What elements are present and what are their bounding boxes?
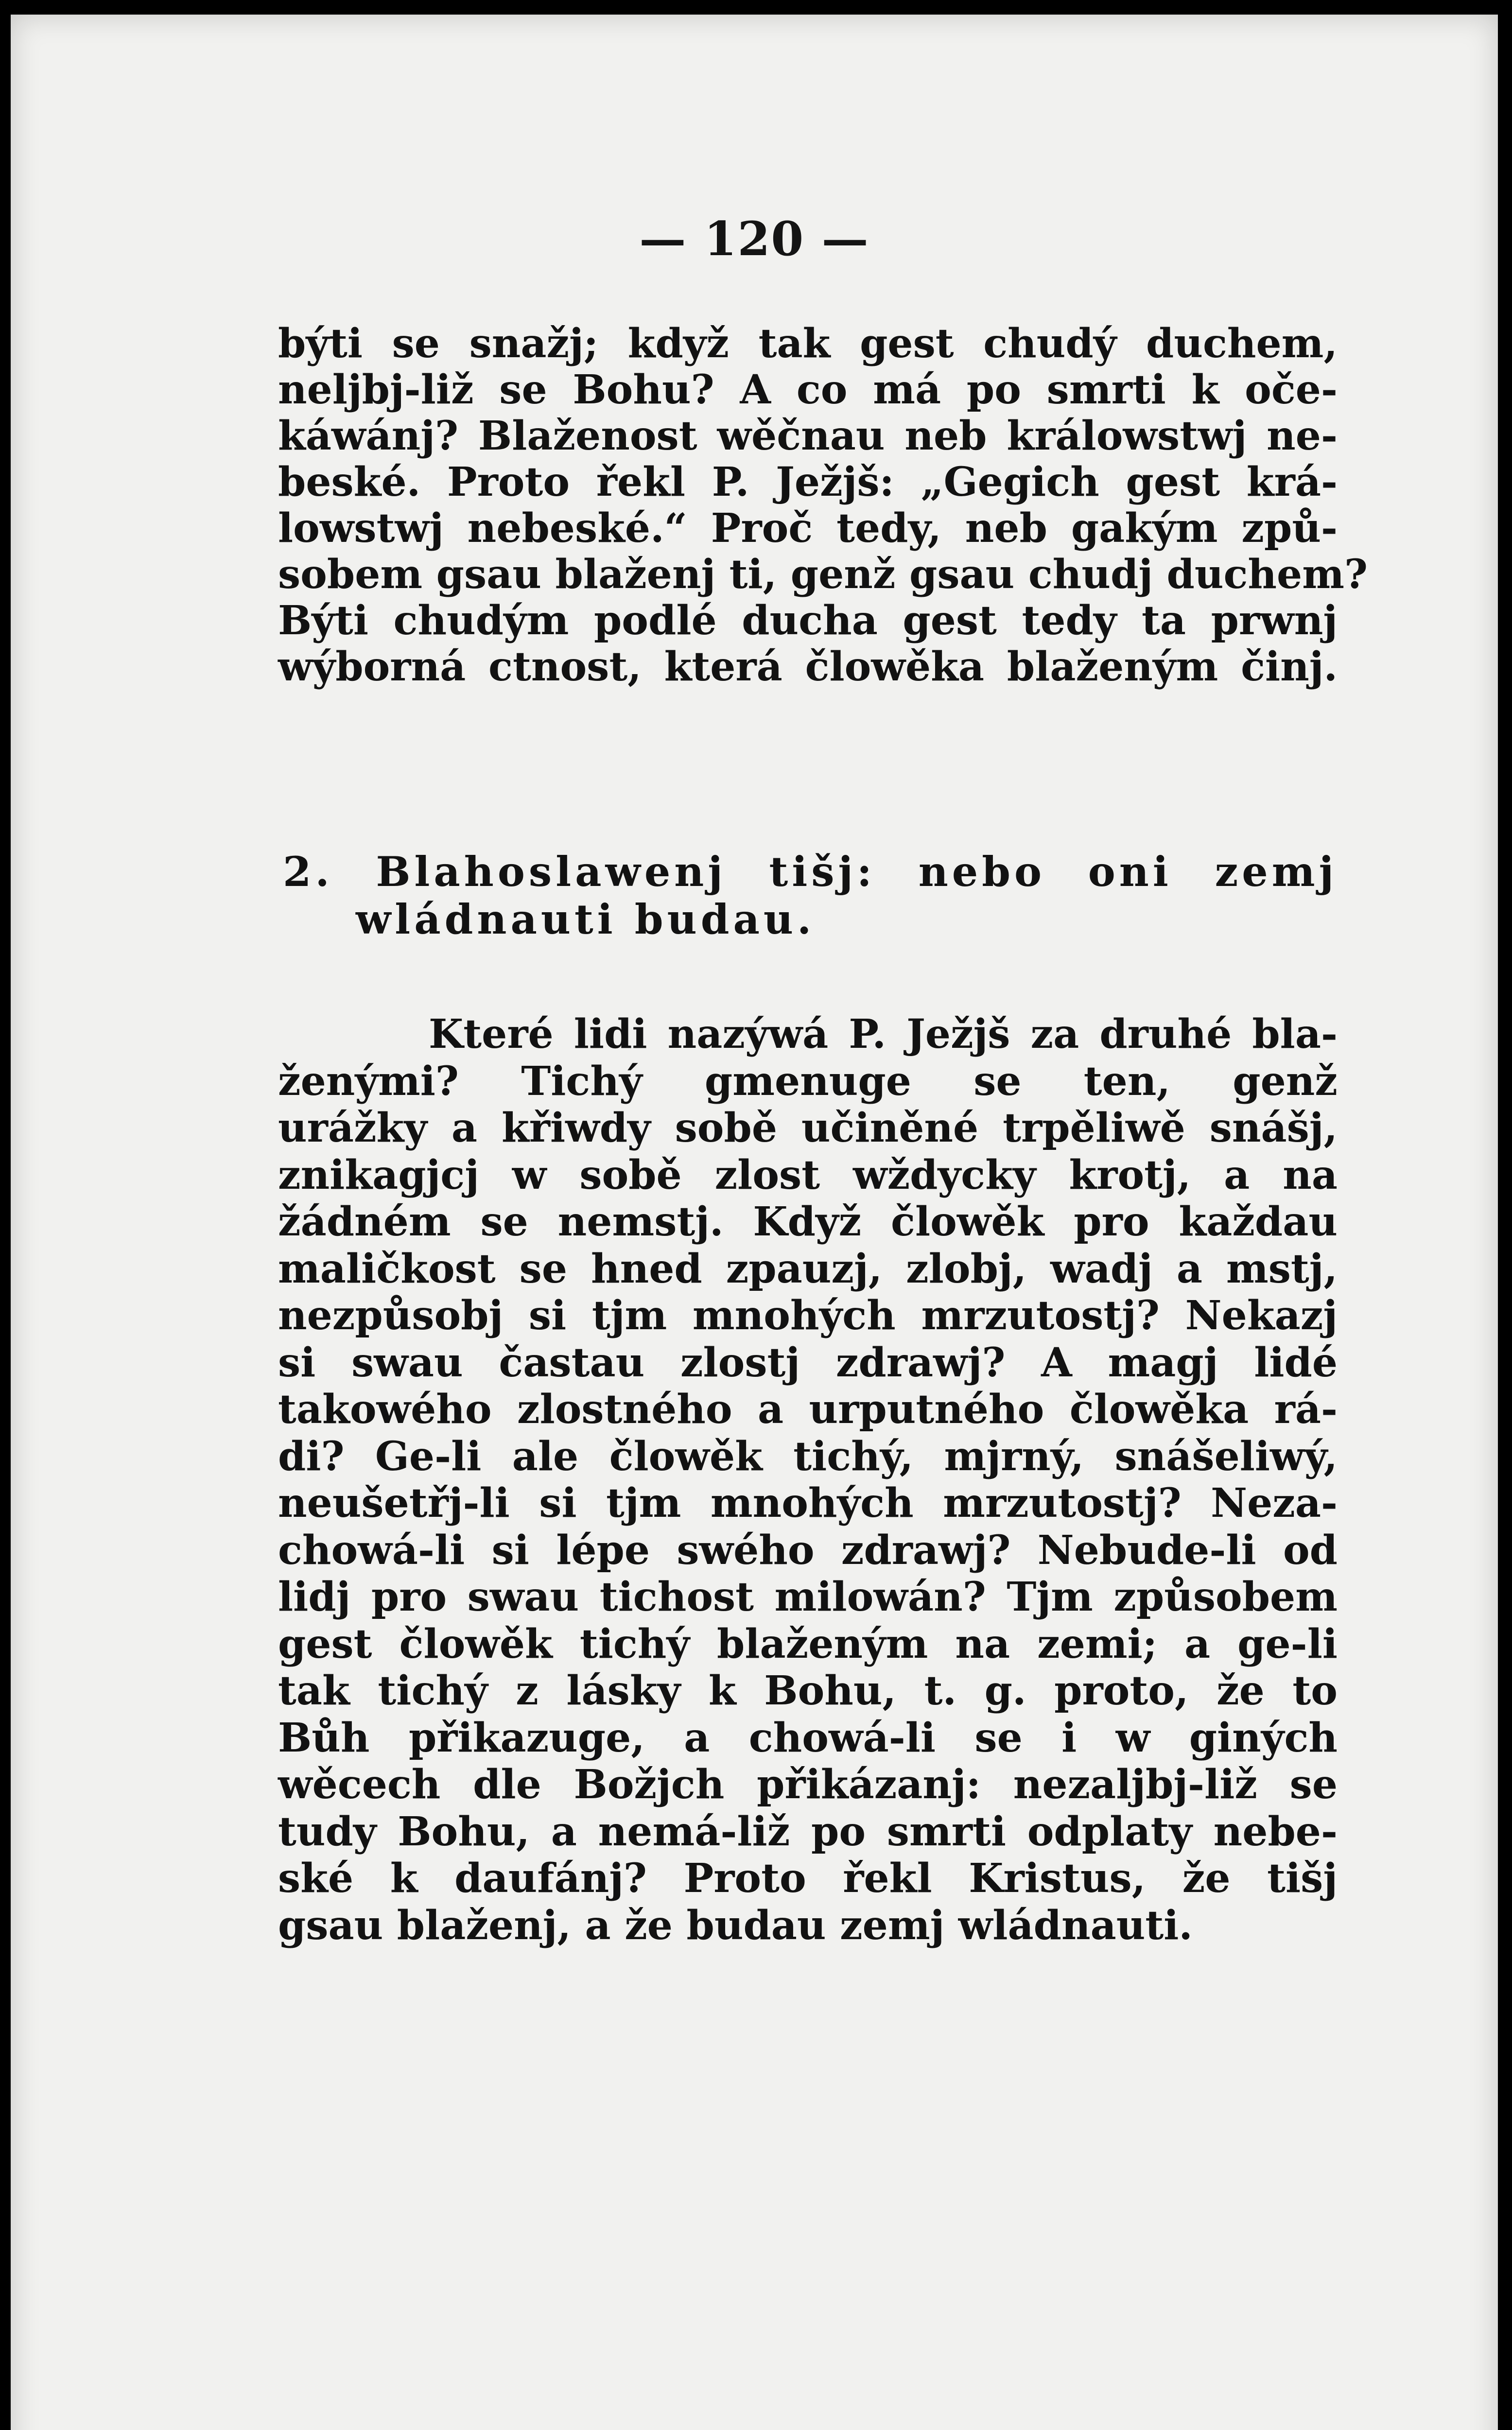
book-page [11, 15, 1498, 2430]
text-line: žádném se nemstj. Když člowěk pro každau [278, 1198, 1338, 1245]
text-line: beské. Proto řekl P. Ježjš: „Gegich gest krá- [278, 459, 1338, 505]
text-line: Bůh přikazuge, a chowá-li se i w giných [278, 1714, 1338, 1761]
text-line: káwánj? Blaženost wěčnau neb králowstwj ne- [278, 413, 1338, 459]
text-line: di? Ge-li ale člowěk tichý, mjrný, snášeliwý, [278, 1433, 1338, 1480]
text-line: nezpůsobj si tjm mnohých mrzutostj? Nekazj [278, 1292, 1338, 1339]
text-line: lidj pro swau tichost milowán? Tjm způsobem [278, 1574, 1338, 1620]
text-line: neljbj-liž se Bohu? A co má po smrti k oče- [278, 366, 1338, 413]
text-line: neušetřj-li si tjm mnohých mrzutostj? Neza- [278, 1480, 1338, 1527]
text-line: wěcech dle Božjch přikázanj: nezaljbj-liž se [278, 1761, 1338, 1808]
text-line: býti se snažj; když tak gest chudý duchem, [278, 320, 1338, 367]
text-line: maličkost se hned zpauzj, zlobj, wadj a mstj, [278, 1245, 1338, 1292]
text-line: znikagjcj w sobě zlost wždycky krotj, a na [278, 1151, 1338, 1198]
page-number: — 120 — [639, 211, 869, 266]
text-line: ženými? Tichý gmenuge se ten, genž [278, 1058, 1338, 1105]
text-line: wýborná ctnost, která člowěka blaženým činj. [278, 643, 1338, 690]
text-line: gest člowěk tichý blaženým na zemi; a ge-li [278, 1620, 1338, 1667]
text-line: gsau blaženj, a že budau zemj wládnauti. [278, 1902, 1193, 1949]
text-line: Býti chudým podlé ducha gest tedy ta prwnj [278, 597, 1338, 644]
text-line: sobem gsau blaženj ti, genž gsau chudj duchem? [278, 551, 1368, 598]
heading-line: 2. Blahoslawenj tišj: nebo oni zemj [283, 848, 1338, 896]
text-line: si swau častau zlostj zdrawj? A magj lidé [278, 1339, 1338, 1386]
text-line: ské k daufánj? Proto řekl Kristus, že tišj [278, 1855, 1338, 1902]
paragraph-1 [278, 320, 1368, 690]
text-line: chowá-li si lépe swého zdrawj? Nebude-li od [278, 1527, 1338, 1574]
section-heading [283, 848, 1338, 943]
text-line: urážky a křiwdy sobě učiněné trpěliwě snášj, [278, 1105, 1338, 1151]
text-line: tak tichý z lásky k Bohu, t. g. proto, že to [278, 1667, 1338, 1714]
paragraph-2 [278, 1011, 1338, 1949]
text-line: tudy Bohu, a nemá-liž po smrti odplaty nebe- [278, 1808, 1338, 1855]
text-line: lowstwj nebeské.“ Proč tedy, neb gakým způ- [278, 505, 1338, 552]
heading-line: wládnauti budau. [356, 895, 816, 943]
text-line: Které lidi nazýwá P. Ježjš za druhé bla- [429, 1011, 1338, 1058]
text-line: takowého zlostného a urputného člowěka rá- [278, 1386, 1338, 1433]
